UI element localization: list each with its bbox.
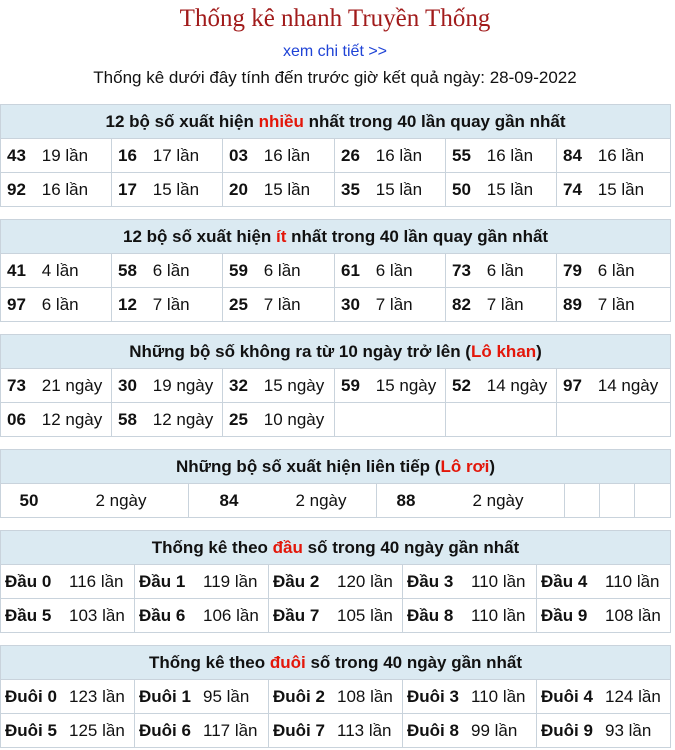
occurrence-count: 110 lần: [605, 571, 660, 591]
empty-cell: [565, 484, 600, 518]
occurrence-count: 15 lần: [486, 179, 534, 199]
dau-label: Đầu 3: [407, 571, 454, 591]
lo-roi-header: [1, 450, 671, 484]
number-cell: [446, 139, 557, 173]
duoi-cell: [403, 680, 537, 714]
duoi-cell: [269, 680, 403, 714]
occurrence-count: 117 lần: [203, 720, 258, 740]
occurrence-count: 6 lần: [263, 260, 301, 280]
occurrence-count: 108 lần: [605, 605, 661, 625]
page-subtitle: Thống kê dưới đây tính đến trước giờ kết quả ngày: 28-09-2022: [93, 68, 577, 87]
duoi-stats-table: [0, 645, 671, 748]
occurrence-count: 6 lần: [375, 260, 413, 280]
lottery-number: 73: [452, 260, 471, 280]
number-cell: [223, 139, 335, 173]
occurrence-count: 105 lần: [337, 605, 393, 625]
occurrence-count: 119 lần: [203, 571, 258, 591]
dau-cell: [135, 565, 269, 599]
lottery-number: 26: [341, 145, 360, 165]
lottery-number: 50: [452, 179, 471, 199]
number-cell: [223, 403, 335, 437]
lottery-number: 84: [563, 145, 582, 165]
occurrence-count: 110 lần: [471, 571, 526, 591]
number-cell: [223, 369, 335, 403]
number-cell: [112, 369, 223, 403]
header-text: nhất trong 40 lần quay gần nhất: [286, 226, 549, 246]
empty-cell: [446, 403, 557, 437]
duoi-label: Đuôi 3: [407, 686, 459, 706]
occurrence-count: 106 lần: [203, 605, 259, 625]
lottery-number: 97: [7, 294, 26, 314]
occurrence-count: 6 lần: [41, 294, 79, 314]
empty-cell: [335, 403, 446, 437]
occurrence-count: 16 lần: [41, 179, 89, 199]
occurrence-count: 7 lần: [486, 294, 524, 314]
number-cell: [189, 484, 377, 518]
occurrence-count: 113 lần: [337, 720, 392, 740]
occurrence-count: 108 lần: [337, 686, 393, 706]
occurrence-count: 99 lần: [471, 720, 518, 740]
occurrence-count: 16 lần: [263, 145, 311, 165]
absence-days: 15 ngày: [263, 375, 325, 395]
absence-days: 15 ngày: [375, 375, 437, 395]
lottery-number: 20: [229, 179, 248, 199]
number-cell: [446, 254, 557, 288]
dau-cell: [135, 599, 269, 633]
number-cell: [1, 484, 189, 518]
occurrence-count: 16 lần: [486, 145, 534, 165]
occurrence-count: 7 lần: [597, 294, 635, 314]
dau-cell: [269, 565, 403, 599]
dau-label: Đầu 4: [541, 571, 588, 591]
lottery-number: 17: [118, 179, 137, 199]
duoi-label: Đuôi 4: [541, 686, 593, 706]
dau-cell: [537, 565, 671, 599]
occurrence-count: 7 lần: [152, 294, 190, 314]
duoi-cell: [1, 714, 135, 748]
duoi-cell: [537, 680, 671, 714]
occurrence-count: 6 lần: [152, 260, 190, 280]
header-text: 12 bộ số xuất hiện: [123, 226, 277, 246]
duoi-label: Đuôi 5: [5, 720, 57, 740]
number-cell: [446, 288, 557, 322]
duoi-cell: [1, 680, 135, 714]
occurrence-count: 15 lần: [597, 179, 645, 199]
occurrence-count: 124 lần: [605, 686, 661, 706]
lottery-number: 25: [229, 294, 248, 314]
duoi-label: Đuôi 9: [541, 720, 593, 740]
lottery-number: 30: [118, 375, 137, 395]
lottery-number: 73: [7, 375, 26, 395]
lottery-number: 74: [563, 179, 582, 199]
occurrence-count: 6 lần: [486, 260, 524, 280]
number-cell: [557, 288, 671, 322]
lottery-number: 79: [563, 260, 582, 280]
number-cell: [335, 254, 446, 288]
number-cell: [1, 288, 112, 322]
dau-cell: [403, 599, 537, 633]
duoi-cell: [135, 714, 269, 748]
lottery-number: 58: [118, 409, 137, 429]
lottery-number: 55: [452, 145, 471, 165]
lottery-number: 16: [118, 145, 137, 165]
lottery-number: 30: [341, 294, 360, 314]
occurrence-count: 110 lần: [471, 605, 526, 625]
number-cell: [557, 173, 671, 207]
header-text: ): [489, 456, 496, 476]
number-cell: [112, 173, 223, 207]
most-frequent-table: [0, 104, 671, 207]
dau-cell: [269, 599, 403, 633]
occurrence-count: 103 lần: [69, 605, 125, 625]
header-text: Những bộ số xuất hiện liên tiếp (: [175, 456, 441, 476]
least-frequent-header: [1, 220, 671, 254]
number-cell: [377, 484, 565, 518]
dau-label: Đầu 6: [139, 605, 186, 625]
number-cell: [1, 139, 112, 173]
absence-days: 12 ngày: [41, 409, 103, 429]
absence-days: 14 ngày: [597, 375, 659, 395]
number-cell: [112, 403, 223, 437]
header-text: ): [536, 341, 542, 361]
dau-label: Đầu 5: [5, 605, 52, 625]
occurrence-count: 7 lần: [263, 294, 301, 314]
header-text: nhất trong 40 lần quay gần nhất: [303, 111, 566, 131]
number-cell: [557, 369, 671, 403]
duoi-cell: [537, 714, 671, 748]
dau-cell: [1, 565, 135, 599]
number-cell: [1, 403, 112, 437]
dau-label: Đầu 0: [5, 571, 52, 591]
occurrence-count: 95 lần: [203, 686, 250, 706]
dau-label: Đầu 7: [273, 605, 320, 625]
number-cell: [223, 288, 335, 322]
number-cell: [446, 173, 557, 207]
duoi-header: [1, 646, 671, 680]
occurrence-count: 7 lần: [375, 294, 413, 314]
occurrence-count: 17 lần: [152, 145, 200, 165]
header-highlight: Lô rơi: [440, 456, 490, 476]
lottery-number: 06: [7, 409, 26, 429]
number-cell: [446, 369, 557, 403]
number-cell: [1, 173, 112, 207]
dau-label: Đầu 2: [273, 571, 320, 591]
number-cell: [112, 288, 223, 322]
page-title: Thống kê nhanh Truyền Thống: [179, 5, 491, 32]
number-cell: [112, 139, 223, 173]
header-text: Những bộ số không ra từ 10 ngày trở lên (: [129, 341, 471, 361]
lottery-number: 41: [7, 260, 26, 280]
header-highlight: Lô khan: [470, 341, 537, 361]
lottery-number: 50: [19, 490, 39, 510]
empty-cell: [635, 484, 671, 518]
duoi-label: Đuôi 0: [5, 686, 57, 706]
absence-days: 10 ngày: [263, 409, 325, 429]
duoi-label: Đuôi 1: [139, 686, 191, 706]
dau-header: [1, 531, 671, 565]
absence-days: 21 ngày: [41, 375, 103, 395]
lottery-number: 89: [563, 294, 582, 314]
number-cell: [223, 254, 335, 288]
duoi-label: Đuôi 6: [139, 720, 191, 740]
lottery-number: 88: [396, 490, 416, 510]
view-details-link[interactable]: xem chi tiết >>: [282, 43, 388, 60]
duoi-label: Đuôi 2: [273, 686, 325, 706]
dau-cell: [1, 599, 135, 633]
duoi-cell: [135, 680, 269, 714]
lottery-number: 32: [229, 375, 248, 395]
consecutive-days: 2 ngày: [295, 490, 347, 510]
occurrence-count: 125 lần: [69, 720, 125, 740]
number-cell: [557, 254, 671, 288]
top-divider: [0, 0, 675, 2]
number-cell: [557, 139, 671, 173]
empty-cell: [600, 484, 635, 518]
number-cell: [1, 254, 112, 288]
number-cell: [223, 173, 335, 207]
lottery-number: 12: [118, 294, 137, 314]
number-cell: [335, 173, 446, 207]
occurrence-count: 93 lần: [605, 720, 652, 740]
empty-cell: [557, 403, 671, 437]
lottery-number: 59: [341, 375, 360, 395]
header-text: số trong 40 ngày gần nhất: [302, 537, 520, 557]
header-text: Thống kê theo: [148, 652, 270, 672]
lottery-number: 43: [7, 145, 26, 165]
occurrence-count: 123 lần: [69, 686, 125, 706]
header-text: số trong 40 ngày gần nhất: [305, 652, 523, 672]
header-highlight: nhiều: [258, 111, 304, 131]
occurrence-count: 4 lần: [41, 260, 79, 280]
number-cell: [335, 288, 446, 322]
occurrence-count: 110 lần: [471, 686, 526, 706]
dau-label: Đầu 1: [139, 571, 186, 591]
lottery-number: 35: [341, 179, 360, 199]
lo-khan-header: [1, 335, 671, 369]
dau-label: Đầu 8: [407, 605, 454, 625]
header-highlight: ít: [276, 226, 287, 246]
header-highlight: đuôi: [269, 652, 306, 672]
number-cell: [335, 139, 446, 173]
lottery-number: 97: [563, 375, 582, 395]
number-cell: [112, 254, 223, 288]
header-text: Thống kê theo: [151, 537, 273, 557]
number-cell: [1, 369, 112, 403]
absence-days: 14 ngày: [486, 375, 548, 395]
least-frequent-table: [0, 219, 671, 322]
header-text: 12 bộ số xuất hiện: [105, 111, 259, 131]
occurrence-count: 19 lần: [41, 145, 89, 165]
dau-stats-table: [0, 530, 671, 633]
most-frequent-header: [1, 105, 671, 139]
lo-khan-table: [0, 334, 671, 437]
dau-label: Đầu 9: [541, 605, 588, 625]
occurrence-count: 15 lần: [375, 179, 423, 199]
consecutive-days: 2 ngày: [472, 490, 524, 510]
lottery-number: 92: [7, 179, 26, 199]
occurrence-count: 120 lần: [337, 571, 393, 591]
lottery-number: 58: [118, 260, 137, 280]
duoi-label: Đuôi 7: [273, 720, 325, 740]
occurrence-count: 15 lần: [152, 179, 200, 199]
absence-days: 19 ngày: [152, 375, 214, 395]
absence-days: 12 ngày: [152, 409, 214, 429]
occurrence-count: 116 lần: [69, 571, 124, 591]
header-highlight: đầu: [272, 537, 303, 557]
lottery-number: 03: [229, 145, 248, 165]
lo-roi-table: [0, 449, 671, 518]
dau-cell: [537, 599, 671, 633]
consecutive-days: 2 ngày: [95, 490, 147, 510]
occurrence-count: 15 lần: [263, 179, 311, 199]
number-cell: [335, 369, 446, 403]
lottery-number: 59: [229, 260, 248, 280]
lottery-number: 82: [452, 294, 471, 314]
occurrence-count: 6 lần: [597, 260, 635, 280]
lottery-number: 84: [219, 490, 239, 510]
duoi-label: Đuôi 8: [407, 720, 459, 740]
occurrence-count: 16 lần: [375, 145, 423, 165]
lottery-number: 25: [229, 409, 248, 429]
dau-cell: [403, 565, 537, 599]
lottery-number: 52: [452, 375, 471, 395]
lottery-number: 61: [341, 260, 360, 280]
occurrence-count: 16 lần: [597, 145, 645, 165]
duoi-cell: [403, 714, 537, 748]
duoi-cell: [269, 714, 403, 748]
